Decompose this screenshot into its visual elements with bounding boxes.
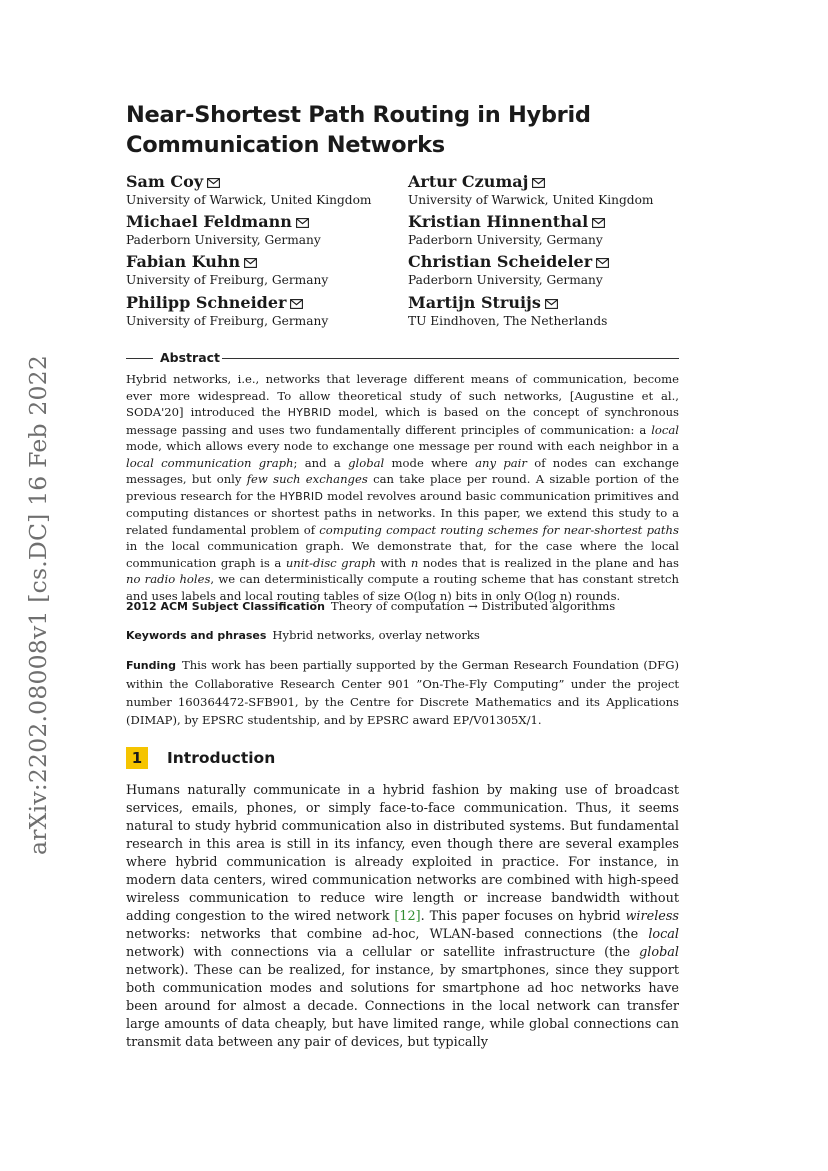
email-icon[interactable] [207, 178, 220, 188]
paper-title [126, 100, 686, 160]
math-expression: O(log n) [404, 588, 452, 603]
title-line-2: Communication Networks [126, 132, 445, 158]
keywords-text: Hybrid networks, overlay networks [272, 628, 480, 642]
author-name: Kristian Hinnenthal [408, 212, 589, 231]
abstract-heading [126, 349, 679, 367]
hybrid-model-name: HYBRID [287, 406, 332, 419]
author-affiliation: University of Freiburg, Germany [126, 273, 329, 287]
author-block [408, 293, 708, 329]
author-affiliation: University of Freiburg, Germany [126, 314, 329, 328]
author-affiliation: TU Eindhoven, The Netherlands [408, 314, 608, 328]
arxiv-sidebar-stamp [18, 355, 58, 855]
citation-link[interactable]: [12] [394, 909, 421, 924]
arxiv-id-text: arXiv:2202.08008v1 [cs.DC] 16 Feb 2022 [24, 355, 52, 855]
abstract-label: Abstract [160, 350, 221, 365]
author-block [126, 252, 426, 288]
email-icon[interactable] [545, 299, 558, 309]
author-name: Michael Feldmann [126, 212, 292, 231]
author-name: Martijn Struijs [408, 293, 541, 312]
abstract-rule-left [126, 358, 153, 359]
math-expression: O(log n) [524, 588, 573, 603]
author-affiliation: Paderborn University, Germany [126, 233, 321, 247]
email-icon[interactable] [532, 178, 545, 188]
author-block [126, 212, 426, 248]
author-block [126, 172, 426, 208]
email-icon[interactable] [290, 299, 303, 309]
keywords-label: Keywords and phrases [126, 629, 267, 642]
author-block [408, 172, 708, 208]
acm-classification [126, 597, 679, 616]
hybrid-model-name: HYBRID [279, 489, 324, 503]
author-affiliation: University of Warwick, United Kingdom [126, 193, 372, 207]
section-title: Introduction [167, 749, 276, 767]
author-block [408, 252, 708, 288]
author-affiliation: Paderborn University, Germany [408, 233, 603, 247]
funding [126, 656, 679, 729]
author-name: Artur Czumaj [408, 172, 529, 191]
acm-label: 2012 ACM Subject Classification [126, 600, 325, 613]
funding-text: This work has been partially supported by the German Research Foundation (DFG) within the Collaborative Research Center 901 ”On-The-Fly Computing” under the project number 160364472-SFB901, by the Centre for Discrete Mathematics and its Applications (DIMAP), by EPSRC studentship, and by EPSRC award EP/V01305X/1. [126, 658, 679, 727]
title-line-1: Near-Shortest Path Routing in Hybrid [126, 102, 591, 128]
abstract-text: Hybrid networks, i.e., networks that leverage different means of communication, become ever more widespread. To allow theoretical study of such networks, [Augustine et al., SODA'20] introduced the HYBRID model, which is based on the concept of synchronous message passing and uses two fundamentally different principles of communication: a local mode, which allows every node to exchange one message per round with each neighbor in a local communication graph; and a global mode where any pair of nodes can exchange messages, but only few such exchanges can take place per round. A sizable portion of the previous research for the HYBRID model revolves around basic communication primitives and computing distances or shortest paths in networks. In this paper, we extend this study to a related fundamental problem of computing compact routing schemes for near-shortest paths in the local communication graph. We demonstrate that, for the case where the local communication graph is a unit-disc graph with n nodes that is realized in the plane and has no radio holes, we can deterministically compute a routing scheme that has constant stretch and uses labels and local routing tables of size O(log n) bits in only O(log n) rounds. [126, 372, 679, 603]
email-icon[interactable] [592, 218, 605, 228]
author-affiliation: Paderborn University, Germany [408, 273, 603, 287]
author-block [126, 293, 426, 329]
introduction-text: Humans naturally communicate in a hybrid fashion by making use of broadcast services, emails, phones, or simply face-to-face communication. Thus, it seems natural to study hybrid communication also in distributed systems. But fundamental research in this area is still in its infancy, even though there are several examples where hybrid communication is already exploited in practice. For instance, in modern data centers, wired communication networks are combined with high-speed wireless communication to reduce wire length or increase bandwidth without adding congestion to the wired network [12]. This paper focuses on hybrid wireless networks: networks that combine ad-hoc, WLAN-based connections (the local network) with connections via a cellular or satellite infrastructure (the global network). These can be realized, for instance, by smartphones, since they support both communication modes and solutions for smartphone ad hoc networks have been around for almost a decade. Connections in the local network can transfer large amounts of data cheaply, but have limited range, while global connections can transmit data between any pair of devices, but typically [126, 783, 679, 1050]
section-number: 1 [126, 747, 148, 769]
email-icon[interactable] [244, 258, 257, 268]
author-name: Christian Scheideler [408, 252, 593, 271]
acm-text: Theory of computation → Distributed algorithms [330, 599, 616, 613]
author-block [408, 212, 708, 248]
author-affiliation: University of Warwick, United Kingdom [408, 193, 654, 207]
author-name: Sam Coy [126, 172, 204, 191]
abstract-rule-right [222, 358, 679, 359]
keywords [126, 626, 679, 645]
email-icon[interactable] [296, 218, 309, 228]
author-name: Fabian Kuhn [126, 252, 241, 271]
funding-label: Funding [126, 659, 176, 672]
author-name: Philipp Schneider [126, 293, 287, 312]
email-icon[interactable] [596, 258, 609, 268]
